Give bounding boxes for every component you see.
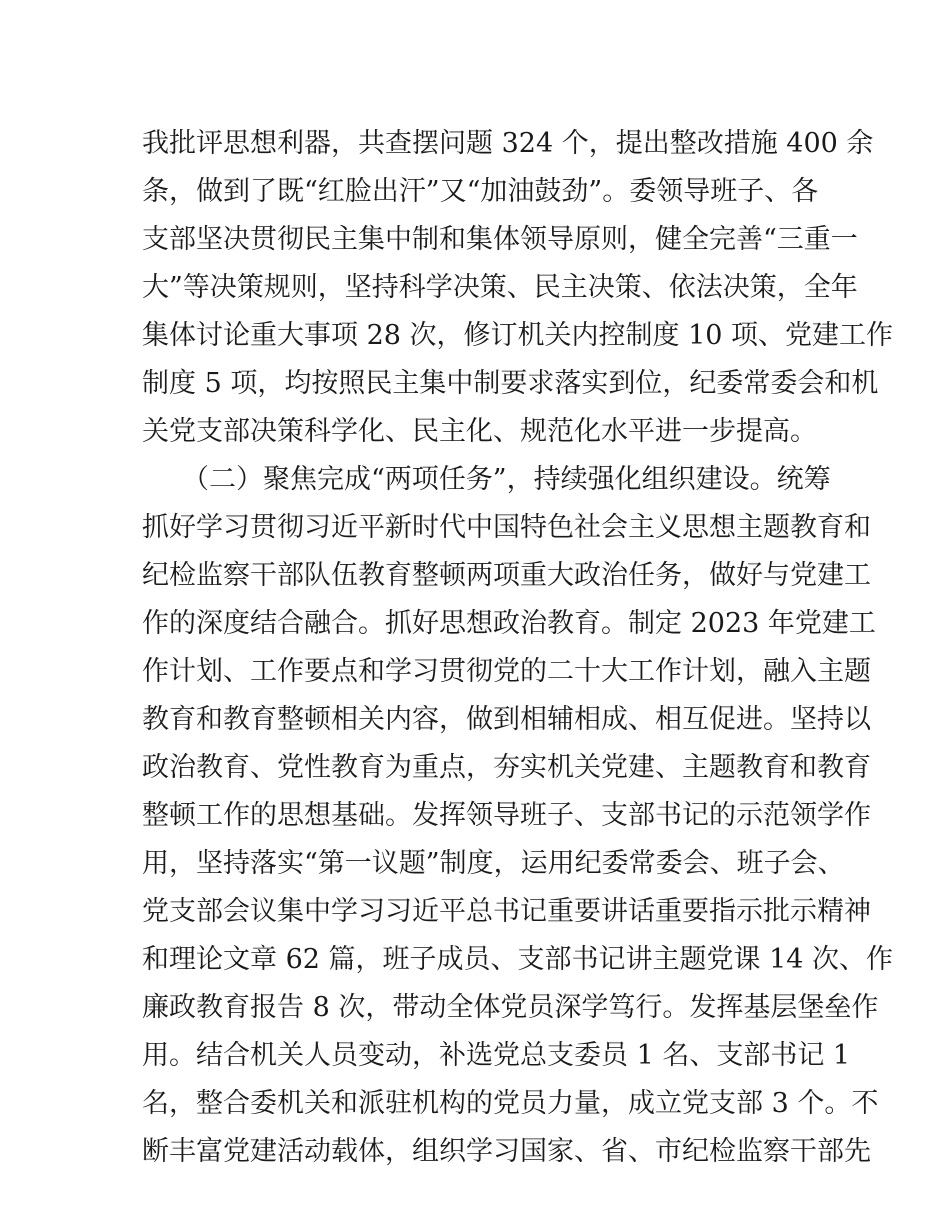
text-line: （二）聚焦完成“两项任务”，持续强化组织建设。统筹 [182,464,831,495]
text-line: 条，做到了既“红脸出汗”又“加油鼓劲”。委领导班子、各 [142,176,819,207]
text-line: 集体讨论重大事项 28 次，修订机关内控制度 10 项、党建工作 [142,320,894,351]
text-line: 断丰富党建活动载体，组织学习国家、省、市纪检监察干部先 [142,1136,871,1167]
text-line: 廉政教育报告 8 次，带动全体党员深学笃行。发挥基层堡垒作 [142,992,879,1023]
text-line: 支部坚决贯彻民主集中制和集体领导原则，健全完善“三重一 [142,224,858,255]
text-line: 用。结合机关人员变动，补选党总支委员 1 名、支部书记 1 [142,1040,851,1071]
text-line: 作计划、工作要点和学习贯彻党的二十大工作计划，融入主题 [142,656,871,687]
text-line: 名，整合委机关和派驻机构的党员力量，成立党支部 3 个。不 [142,1088,879,1119]
text-line: 纪检监察干部队伍教育整顿两项重大政治任务，做好与党建工 [142,560,871,591]
text-line: 政治教育、党性教育为重点，夯实机关党建、主题教育和教育 [142,752,871,783]
text-line: 我批评思想利器，共查摆问题 324 个，提出整改措施 400 余 [142,128,874,159]
text-line: 作的深度结合融合。抓好思想政治教育。制定 2023 年党建工 [142,608,876,639]
text-line: 制度 5 项，均按照民主集中制要求落实到位，纪委常委会和机 [142,368,879,399]
text-line: 和理论文章 62 篇，班子成员、支部书记讲主题党课 14 次、作 [142,944,894,975]
text-line: 党支部会议集中学习习近平总书记重要讲话重要指示批示精神 [142,896,871,927]
text-line: 整顿工作的思想基础。发挥领导班子、支部书记的示范领学作 [142,800,871,831]
text-line: 教育和教育整顿相关内容，做到相辅相成、相互促进。坚持以 [142,704,871,735]
text-line: 抓好学习贯彻习近平新时代中国特色社会主义思想主题教育和 [142,512,871,543]
text-line: 关党支部决策科学化、民主化、规范化水平进一步提高。 [142,416,817,447]
text-line: 大”等决策规则，坚持科学决策、民主决策、依法决策，全年 [142,272,858,303]
text-line: 用，坚持落实“第一议题”制度，运用纪委常委会、班子会、 [142,848,845,879]
